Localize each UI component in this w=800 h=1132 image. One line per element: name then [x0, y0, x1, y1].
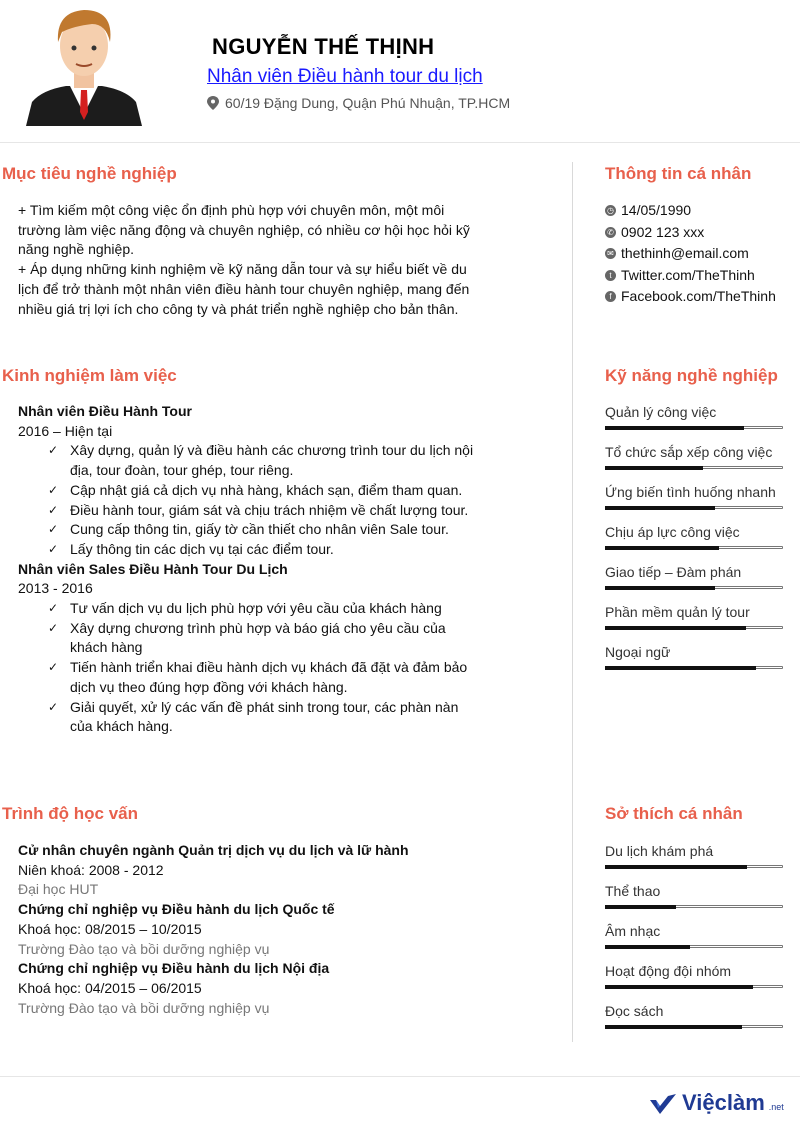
education-list [18, 841, 478, 1018]
job-period: 2013 - 2016 [18, 580, 93, 597]
degree: Chứng chỉ nghiệp vụ Điều hành du lịch Nội địa [18, 960, 330, 977]
cv-header [0, 0, 800, 142]
bar-label: Âm nhạc [605, 923, 661, 939]
experience-list [18, 402, 478, 737]
education-entry [18, 959, 478, 1018]
bar-fill [605, 985, 753, 989]
bar-fill [605, 666, 756, 670]
education-period: Khoá học: 04/2015 – 06/2015 [18, 979, 202, 996]
bar-item [605, 881, 783, 921]
bar-label: Tổ chức sắp xếp công việc [605, 444, 773, 460]
education-title: Trình độ học vấn [2, 804, 139, 823]
address-text: 60/19 Đặng Dung, Quận Phú Nhuận, TP.HCM [225, 95, 511, 111]
list-item: ✓ Xây dựng, quản lý và điều hành các chương trình tour du lịch nội địa, tour đoàn, tour ghép, tour riêng. [48, 442, 474, 479]
list-item: ✓ Cung cấp thông tin, giấy tờ cần thiết cho nhân viên Sale tour. [48, 520, 478, 540]
school: Trường Đào tạo và bồi dưỡng nghiệp vụ [18, 999, 270, 1016]
bar-item [605, 1001, 783, 1041]
brand-logo[interactable] [648, 1090, 784, 1116]
twitter-icon: t [605, 270, 616, 281]
birthday: 14/05/1990 [621, 202, 692, 218]
checkmark-logo-icon [648, 1092, 678, 1116]
bar-fill [605, 865, 747, 869]
bar-fill [605, 626, 746, 630]
calendar-icon: ◷ [605, 205, 616, 216]
experience-title: Kinh nghiệm làm việc [2, 366, 177, 385]
checkmark-icon: ✓ [48, 482, 59, 497]
bar-fill [605, 506, 715, 510]
bar-label: Giao tiếp – Đàm phán [605, 564, 742, 580]
job-period: 2016 – Hiện tại [18, 422, 113, 439]
bar-fill [605, 945, 690, 949]
checkmark-icon: ✓ [48, 699, 59, 714]
email[interactable]: thethinh@email.com [621, 245, 749, 261]
bar-label: Phần mềm quản lý tour [605, 604, 750, 620]
column-divider [572, 162, 573, 1042]
header-divider [0, 142, 800, 143]
location-pin-icon [207, 96, 219, 110]
skills-list [605, 402, 783, 682]
bar-item [605, 442, 783, 482]
bar-fill [605, 546, 719, 550]
facebook-row [605, 286, 776, 308]
personal-info [605, 200, 776, 308]
hobbies-list [605, 841, 783, 1041]
bar-item [605, 522, 783, 562]
bar-item [605, 562, 783, 602]
bar-fill [605, 1025, 742, 1029]
twitter-row [605, 265, 776, 287]
bar-label: Hoạt động đội nhóm [605, 963, 732, 979]
checkmark-icon: ✓ [48, 541, 59, 556]
bar-fill [605, 905, 676, 909]
birthday-row [605, 200, 776, 222]
facebook[interactable]: Facebook.com/TheThinh [621, 288, 776, 304]
job-duties [18, 441, 478, 559]
list-item: ✓ Tiến hành triển khai điều hành dịch vụ khách đã đặt và đảm bảo dịch vụ theo đúng hợp đồng với khách hàng. [48, 659, 468, 695]
email-row [605, 243, 776, 265]
list-item: ✓ Lấy thông tin các dịch vụ tại các điểm tour. [48, 540, 478, 560]
list-item: ✓ Cập nhật giá cả dịch vụ nhà hàng, khách sạn, điểm tham quan. [48, 481, 478, 501]
checkmark-icon: ✓ [48, 660, 59, 675]
bar-label: Chịu áp lực công việc [605, 524, 740, 540]
bar-fill [605, 586, 715, 590]
email-icon: ✉ [605, 248, 616, 259]
bar-label: Thể thao [605, 883, 661, 899]
job-duties [18, 599, 478, 737]
avatar [22, 2, 146, 126]
bar-label: Ngoại ngữ [605, 644, 671, 660]
list-item: ✓ Xây dựng chương trình phù hợp và báo giá cho yêu cầu của khách hàng [48, 619, 446, 656]
footer-divider [0, 1076, 800, 1077]
checkmark-icon: ✓ [48, 620, 59, 635]
bar-item [605, 841, 783, 881]
list-item: ✓ Giải quyết, xử lý các vấn đề phát sinh trong tour, các phàn nàn của khách hàng. [48, 698, 459, 735]
bar-item [605, 642, 783, 682]
school: Đại học HUT [18, 881, 99, 898]
bar-fill [605, 466, 703, 470]
logo-suffix: .net [768, 1102, 784, 1112]
degree: Chứng chỉ nghiệp vụ Điều hành du lịch Quốc tế [18, 901, 335, 918]
list-item: ✓ Điều hành tour, giám sát và chịu trách nhiệm về chất lượng tour. [48, 501, 478, 521]
checkmark-icon: ✓ [48, 522, 59, 537]
degree: Cử nhân chuyên ngành Quản trị dịch vụ du lịch và lữ hành [18, 842, 409, 858]
bar-item [605, 602, 783, 642]
education-entry [18, 841, 478, 900]
education-entry [18, 900, 478, 959]
bar-item [605, 482, 783, 522]
checkmark-icon: ✓ [48, 443, 59, 458]
hobbies-title: Sở thích cá nhân [605, 804, 743, 823]
logo-text: Việclàm [682, 1090, 765, 1115]
bar-label: Đọc sách [605, 1003, 664, 1019]
phone-row [605, 222, 776, 244]
education-period: Niên khoá: 2008 - 2012 [18, 861, 164, 878]
job-title-link[interactable]: Nhân viên Điều hành tour du lịch [207, 66, 483, 87]
phone-icon: ✆ [605, 227, 616, 238]
bar-item [605, 961, 783, 1001]
bar-label: Ứng biến tình huống nhanh [605, 484, 776, 500]
job-role: Nhân viên Sales Điều Hành Tour Du Lịch [18, 560, 288, 577]
checkmark-icon: ✓ [48, 601, 59, 616]
list-item: ✓ Tư vấn dịch vụ du lịch phù hợp với yêu cầu của khách hàng [48, 599, 478, 619]
personal-info-title: Thông tin cá nhân [605, 164, 752, 183]
bar-label: Du lịch khám phá [605, 843, 714, 859]
education-period: Khoá học: 08/2015 – 10/2015 [18, 920, 202, 937]
address [207, 95, 510, 111]
objective-title: Mục tiêu nghề nghiệp [2, 164, 177, 183]
twitter[interactable]: Twitter.com/TheThinh [621, 266, 755, 283]
bar-item [605, 921, 783, 961]
skills-title: Kỹ năng nghề nghiệp [605, 366, 778, 385]
job-role: Nhân viên Điều Hành Tour [18, 403, 192, 419]
facebook-icon: f [605, 291, 616, 302]
phone: 0902 123 xxx [621, 223, 705, 240]
bar-item [605, 402, 783, 442]
objective-text: + Tìm kiếm một công việc ổn định phù hợp với chuyên môn, một môi trường làm việc năng động và chuyên nghiệp, có nhiều cơ hội học hỏi kỹ năng nghề nghiệp. + Áp dụng những kinh nghiệm về kỹ năng dẫn tour và sự hiểu biết về du lịch để trở thành một nhân viên điều hành tour chuyên nghiệp, mang đến nhiều giá trị lợi ích cho công ty và phát triển nghề nghiệp cho bản thân. [18, 202, 470, 317]
bar-label: Quản lý công việc [605, 404, 717, 420]
job-entry [18, 402, 478, 560]
candidate-name: NGUYỄN THẾ THỊNH [212, 34, 435, 59]
job-entry [18, 560, 478, 737]
bar-fill [605, 426, 744, 430]
school: Trường Đào tạo và bồi dưỡng nghiệp vụ [18, 940, 270, 957]
checkmark-icon: ✓ [48, 502, 59, 517]
